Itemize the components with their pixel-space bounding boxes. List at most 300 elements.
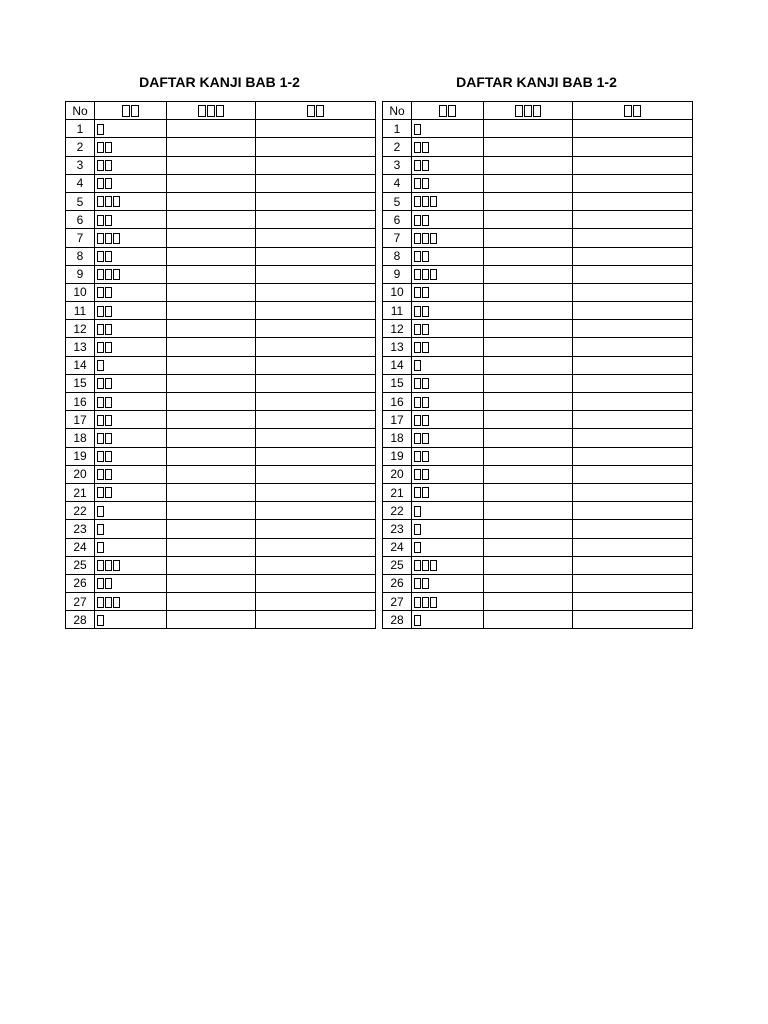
table-row — [383, 174, 693, 192]
header-no: No — [383, 102, 412, 120]
reading-cell[interactable] — [167, 192, 256, 210]
table-row — [383, 229, 693, 247]
kanji-cell — [412, 283, 484, 301]
missing-glyph-box — [105, 196, 112, 207]
kanji-cell — [95, 593, 167, 611]
reading-cell[interactable] — [167, 556, 256, 574]
missing-glyph-box — [97, 451, 104, 462]
kanji-table — [65, 101, 376, 629]
missing-glyph-box — [307, 105, 315, 117]
missing-glyph-box — [198, 105, 206, 117]
reading-cell[interactable] — [484, 120, 573, 138]
row-number: 19 — [66, 447, 95, 465]
missing-glyph-box — [422, 560, 429, 571]
reading-cell[interactable] — [484, 538, 573, 556]
meaning-cell[interactable] — [256, 393, 376, 411]
meaning-cell[interactable] — [256, 338, 376, 356]
table-row — [66, 538, 376, 556]
kanji-cell — [412, 374, 484, 392]
meaning-cell[interactable] — [573, 374, 693, 392]
missing-glyph-box — [105, 215, 112, 226]
table-row — [383, 465, 693, 483]
reading-cell[interactable] — [167, 593, 256, 611]
kanji-cell — [95, 393, 167, 411]
row-number: 8 — [383, 247, 412, 265]
meaning-cell[interactable] — [256, 356, 376, 374]
missing-glyph-box — [414, 578, 421, 589]
missing-glyph-box — [316, 105, 324, 117]
table-row — [383, 483, 693, 501]
kanji-cell — [412, 192, 484, 210]
row-number: 12 — [383, 320, 412, 338]
meaning-cell[interactable] — [256, 556, 376, 574]
missing-glyph-box — [422, 233, 429, 244]
missing-glyph-box — [97, 578, 104, 589]
missing-glyph-box — [633, 105, 641, 117]
missing-glyph-box — [414, 506, 421, 517]
missing-glyph-box — [422, 433, 429, 444]
reading-cell[interactable] — [167, 229, 256, 247]
kanji-cell — [95, 556, 167, 574]
reading-cell[interactable] — [484, 156, 573, 174]
meaning-cell[interactable] — [256, 574, 376, 592]
missing-glyph-box — [422, 142, 429, 153]
table-header-row — [66, 102, 376, 120]
table-row — [383, 247, 693, 265]
meaning-cell[interactable] — [573, 320, 693, 338]
missing-glyph-box — [97, 324, 104, 335]
row-number: 10 — [383, 283, 412, 301]
header-reading — [167, 102, 256, 120]
meaning-cell[interactable] — [573, 538, 693, 556]
missing-glyph-box — [414, 342, 421, 353]
meaning-cell[interactable] — [573, 247, 693, 265]
missing-glyph-box — [422, 597, 429, 608]
missing-glyph-box — [105, 324, 112, 335]
meaning-cell[interactable] — [256, 538, 376, 556]
reading-cell[interactable] — [484, 356, 573, 374]
reading-cell[interactable] — [484, 393, 573, 411]
meaning-cell[interactable] — [256, 465, 376, 483]
row-number: 26 — [383, 574, 412, 592]
table-body — [383, 120, 693, 629]
meaning-cell[interactable] — [256, 374, 376, 392]
missing-glyph-box — [97, 306, 104, 317]
row-number: 15 — [66, 374, 95, 392]
row-number: 15 — [383, 374, 412, 392]
reading-cell[interactable] — [484, 556, 573, 574]
missing-glyph-box — [414, 433, 421, 444]
kanji-cell — [95, 465, 167, 483]
reading-cell[interactable] — [167, 338, 256, 356]
missing-glyph-box — [97, 487, 104, 498]
missing-glyph-box — [97, 142, 104, 153]
meaning-cell[interactable] — [573, 447, 693, 465]
reading-cell[interactable] — [167, 265, 256, 283]
kanji-cell — [412, 320, 484, 338]
table-row — [383, 192, 693, 210]
row-number: 5 — [383, 192, 412, 210]
meaning-cell[interactable] — [573, 283, 693, 301]
missing-glyph-box — [97, 560, 104, 571]
kanji-cell — [95, 538, 167, 556]
reading-cell[interactable] — [167, 356, 256, 374]
sheet-title: DAFTAR KANJI BAB 1-2 — [139, 74, 300, 90]
missing-glyph-box — [414, 415, 421, 426]
meaning-cell[interactable] — [256, 411, 376, 429]
reading-cell[interactable] — [167, 520, 256, 538]
missing-glyph-box — [422, 324, 429, 335]
table-row — [383, 393, 693, 411]
reading-cell[interactable] — [167, 120, 256, 138]
meaning-cell[interactable] — [256, 593, 376, 611]
reading-cell[interactable] — [484, 483, 573, 501]
missing-glyph-box — [105, 433, 112, 444]
kanji-cell — [95, 611, 167, 629]
reading-cell[interactable] — [484, 411, 573, 429]
missing-glyph-box — [414, 160, 421, 171]
table-row — [66, 429, 376, 447]
row-number: 25 — [66, 556, 95, 574]
reading-cell[interactable] — [167, 320, 256, 338]
kanji-cell — [412, 356, 484, 374]
missing-glyph-box — [422, 469, 429, 480]
reading-cell[interactable] — [484, 283, 573, 301]
missing-glyph-box — [422, 342, 429, 353]
table-row — [383, 574, 693, 592]
reading-cell[interactable] — [167, 447, 256, 465]
reading-cell[interactable] — [167, 174, 256, 192]
table-row — [66, 374, 376, 392]
kanji-cell — [412, 483, 484, 501]
reading-cell[interactable] — [484, 192, 573, 210]
meaning-cell[interactable] — [256, 611, 376, 629]
missing-glyph-box — [414, 233, 421, 244]
meaning-cell[interactable] — [256, 520, 376, 538]
reading-cell[interactable] — [484, 593, 573, 611]
meaning-cell[interactable] — [256, 429, 376, 447]
missing-glyph-box — [414, 487, 421, 498]
row-number: 22 — [383, 502, 412, 520]
kanji-cell — [412, 156, 484, 174]
missing-glyph-box — [105, 451, 112, 462]
missing-glyph-box — [105, 560, 112, 571]
table-row — [383, 356, 693, 374]
meaning-cell[interactable] — [256, 174, 376, 192]
row-number: 28 — [383, 611, 412, 629]
reading-cell[interactable] — [484, 447, 573, 465]
kanji-cell — [412, 138, 484, 156]
row-number: 23 — [66, 520, 95, 538]
table-row — [383, 593, 693, 611]
meaning-cell[interactable] — [573, 211, 693, 229]
missing-glyph-box — [414, 287, 421, 298]
table-row — [66, 447, 376, 465]
kanji-cell — [95, 120, 167, 138]
missing-glyph-box — [624, 105, 632, 117]
table-row — [383, 556, 693, 574]
reading-cell[interactable] — [167, 393, 256, 411]
missing-glyph-box — [422, 178, 429, 189]
meaning-cell[interactable] — [573, 156, 693, 174]
header-kanji — [95, 102, 167, 120]
table-row — [383, 538, 693, 556]
meaning-cell[interactable] — [573, 192, 693, 210]
kanji-cell — [412, 538, 484, 556]
meaning-cell[interactable] — [573, 174, 693, 192]
reading-cell[interactable] — [167, 247, 256, 265]
reading-cell[interactable] — [167, 302, 256, 320]
kanji-cell — [412, 502, 484, 520]
row-number: 11 — [383, 302, 412, 320]
table-row — [66, 138, 376, 156]
kanji-cell — [95, 483, 167, 501]
missing-glyph-box — [97, 615, 104, 626]
missing-glyph-box — [105, 287, 112, 298]
meaning-cell[interactable] — [573, 229, 693, 247]
reading-cell[interactable] — [484, 211, 573, 229]
missing-glyph-box — [430, 233, 437, 244]
table-row — [66, 320, 376, 338]
table-row — [383, 338, 693, 356]
row-number: 14 — [66, 356, 95, 374]
reading-cell[interactable] — [484, 138, 573, 156]
reading-cell[interactable] — [167, 211, 256, 229]
missing-glyph-box — [422, 269, 429, 280]
table-row — [66, 211, 376, 229]
row-number: 13 — [383, 338, 412, 356]
missing-glyph-box — [422, 306, 429, 317]
meaning-cell[interactable] — [573, 520, 693, 538]
row-number: 2 — [383, 138, 412, 156]
kanji-cell — [412, 120, 484, 138]
meaning-cell[interactable] — [573, 393, 693, 411]
reading-cell[interactable] — [167, 465, 256, 483]
missing-glyph-box — [422, 378, 429, 389]
missing-glyph-box — [105, 160, 112, 171]
reading-cell[interactable] — [167, 374, 256, 392]
meaning-cell[interactable] — [573, 574, 693, 592]
reading-cell[interactable] — [484, 174, 573, 192]
reading-cell[interactable] — [167, 429, 256, 447]
reading-cell[interactable] — [484, 574, 573, 592]
meaning-cell[interactable] — [256, 156, 376, 174]
meaning-cell[interactable] — [256, 138, 376, 156]
row-number: 27 — [383, 593, 412, 611]
missing-glyph-box — [97, 287, 104, 298]
missing-glyph-box — [97, 597, 104, 608]
reading-cell[interactable] — [484, 429, 573, 447]
meaning-cell[interactable] — [256, 502, 376, 520]
meaning-cell[interactable] — [573, 483, 693, 501]
row-number: 18 — [383, 429, 412, 447]
row-number: 16 — [383, 393, 412, 411]
meaning-cell[interactable] — [573, 138, 693, 156]
missing-glyph-box — [113, 196, 120, 207]
row-number: 20 — [383, 465, 412, 483]
row-number: 1 — [66, 120, 95, 138]
kanji-cell — [95, 520, 167, 538]
table-row — [383, 611, 693, 629]
reading-cell[interactable] — [167, 538, 256, 556]
reading-cell[interactable] — [167, 502, 256, 520]
meaning-cell[interactable] — [256, 211, 376, 229]
reading-cell[interactable] — [484, 520, 573, 538]
meaning-cell[interactable] — [256, 483, 376, 501]
missing-glyph-box — [414, 378, 421, 389]
missing-glyph-box — [414, 451, 421, 462]
reading-cell[interactable] — [484, 611, 573, 629]
missing-glyph-box — [422, 196, 429, 207]
missing-glyph-box — [422, 487, 429, 498]
meaning-cell[interactable] — [256, 229, 376, 247]
row-number: 3 — [383, 156, 412, 174]
meaning-cell[interactable] — [256, 447, 376, 465]
kanji-cell — [95, 374, 167, 392]
kanji-cell — [95, 156, 167, 174]
missing-glyph-box — [414, 560, 421, 571]
meaning-cell[interactable] — [573, 611, 693, 629]
reading-cell[interactable] — [167, 611, 256, 629]
table-row — [66, 120, 376, 138]
kanji-cell — [412, 593, 484, 611]
meaning-cell[interactable] — [573, 502, 693, 520]
reading-cell[interactable] — [167, 574, 256, 592]
kanji-cell — [95, 192, 167, 210]
meaning-cell[interactable] — [573, 120, 693, 138]
meaning-cell[interactable] — [573, 465, 693, 483]
missing-glyph-box — [430, 269, 437, 280]
kanji-cell — [95, 447, 167, 465]
missing-glyph-box — [97, 251, 104, 262]
missing-glyph-box — [105, 269, 112, 280]
missing-glyph-box — [97, 233, 104, 244]
missing-glyph-box — [105, 578, 112, 589]
meaning-cell[interactable] — [256, 247, 376, 265]
missing-glyph-box — [105, 597, 112, 608]
reading-cell[interactable] — [484, 374, 573, 392]
missing-glyph-box — [524, 105, 532, 117]
kanji-cell — [412, 556, 484, 574]
reading-cell[interactable] — [484, 338, 573, 356]
row-number: 23 — [383, 520, 412, 538]
reading-cell[interactable] — [167, 483, 256, 501]
meaning-cell[interactable] — [256, 265, 376, 283]
reading-cell[interactable] — [484, 502, 573, 520]
kanji-cell — [412, 574, 484, 592]
table-row — [383, 283, 693, 301]
reading-cell[interactable] — [167, 411, 256, 429]
meaning-cell[interactable] — [256, 302, 376, 320]
missing-glyph-box — [105, 397, 112, 408]
table-row — [383, 156, 693, 174]
row-number: 17 — [383, 411, 412, 429]
missing-glyph-box — [414, 615, 421, 626]
reading-cell[interactable] — [167, 138, 256, 156]
reading-cell[interactable] — [484, 320, 573, 338]
reading-cell[interactable] — [484, 247, 573, 265]
row-number: 24 — [66, 538, 95, 556]
reading-cell[interactable] — [484, 465, 573, 483]
kanji-cell — [412, 393, 484, 411]
kanji-cell — [95, 283, 167, 301]
meaning-cell[interactable] — [256, 120, 376, 138]
missing-glyph-box — [422, 451, 429, 462]
meaning-cell[interactable] — [256, 320, 376, 338]
kanji-cell — [95, 229, 167, 247]
row-number: 24 — [383, 538, 412, 556]
table-row — [383, 211, 693, 229]
meaning-cell[interactable] — [573, 411, 693, 429]
reading-cell[interactable] — [484, 265, 573, 283]
sheet-title: DAFTAR KANJI BAB 1-2 — [456, 74, 617, 90]
missing-glyph-box — [515, 105, 523, 117]
meaning-cell[interactable] — [573, 265, 693, 283]
missing-glyph-box — [414, 469, 421, 480]
reading-cell[interactable] — [167, 156, 256, 174]
row-number: 14 — [383, 356, 412, 374]
kanji-cell — [412, 411, 484, 429]
row-number: 21 — [66, 483, 95, 501]
table-row — [383, 320, 693, 338]
kanji-cell — [95, 502, 167, 520]
missing-glyph-box — [414, 542, 421, 553]
kanji-cell — [412, 465, 484, 483]
table-row — [66, 338, 376, 356]
table-row — [66, 265, 376, 283]
meaning-cell[interactable] — [256, 283, 376, 301]
missing-glyph-box — [414, 397, 421, 408]
kanji-cell — [95, 429, 167, 447]
meaning-cell[interactable] — [573, 338, 693, 356]
kanji-cell — [412, 211, 484, 229]
missing-glyph-box — [97, 524, 104, 535]
row-number: 2 — [66, 138, 95, 156]
table-row — [66, 356, 376, 374]
table-row — [383, 429, 693, 447]
reading-cell[interactable] — [167, 283, 256, 301]
row-number: 13 — [66, 338, 95, 356]
missing-glyph-box — [105, 251, 112, 262]
table-row — [66, 174, 376, 192]
table-row — [66, 611, 376, 629]
missing-glyph-box — [113, 233, 120, 244]
missing-glyph-box — [97, 397, 104, 408]
meaning-cell[interactable] — [573, 593, 693, 611]
missing-glyph-box — [131, 105, 139, 117]
meaning-cell[interactable] — [573, 429, 693, 447]
missing-glyph-box — [105, 233, 112, 244]
meaning-cell[interactable] — [256, 192, 376, 210]
missing-glyph-box — [105, 142, 112, 153]
table-row — [383, 502, 693, 520]
kanji-cell — [95, 356, 167, 374]
row-number: 26 — [66, 574, 95, 592]
reading-cell[interactable] — [484, 229, 573, 247]
row-number: 22 — [66, 502, 95, 520]
meaning-cell[interactable] — [573, 356, 693, 374]
meaning-cell[interactable] — [573, 302, 693, 320]
table-row — [66, 156, 376, 174]
meaning-cell[interactable] — [573, 556, 693, 574]
row-number: 16 — [66, 393, 95, 411]
kanji-cell — [95, 320, 167, 338]
missing-glyph-box — [207, 105, 215, 117]
kanji-cell — [95, 247, 167, 265]
missing-glyph-box — [422, 578, 429, 589]
reading-cell[interactable] — [484, 302, 573, 320]
missing-glyph-box — [105, 487, 112, 498]
